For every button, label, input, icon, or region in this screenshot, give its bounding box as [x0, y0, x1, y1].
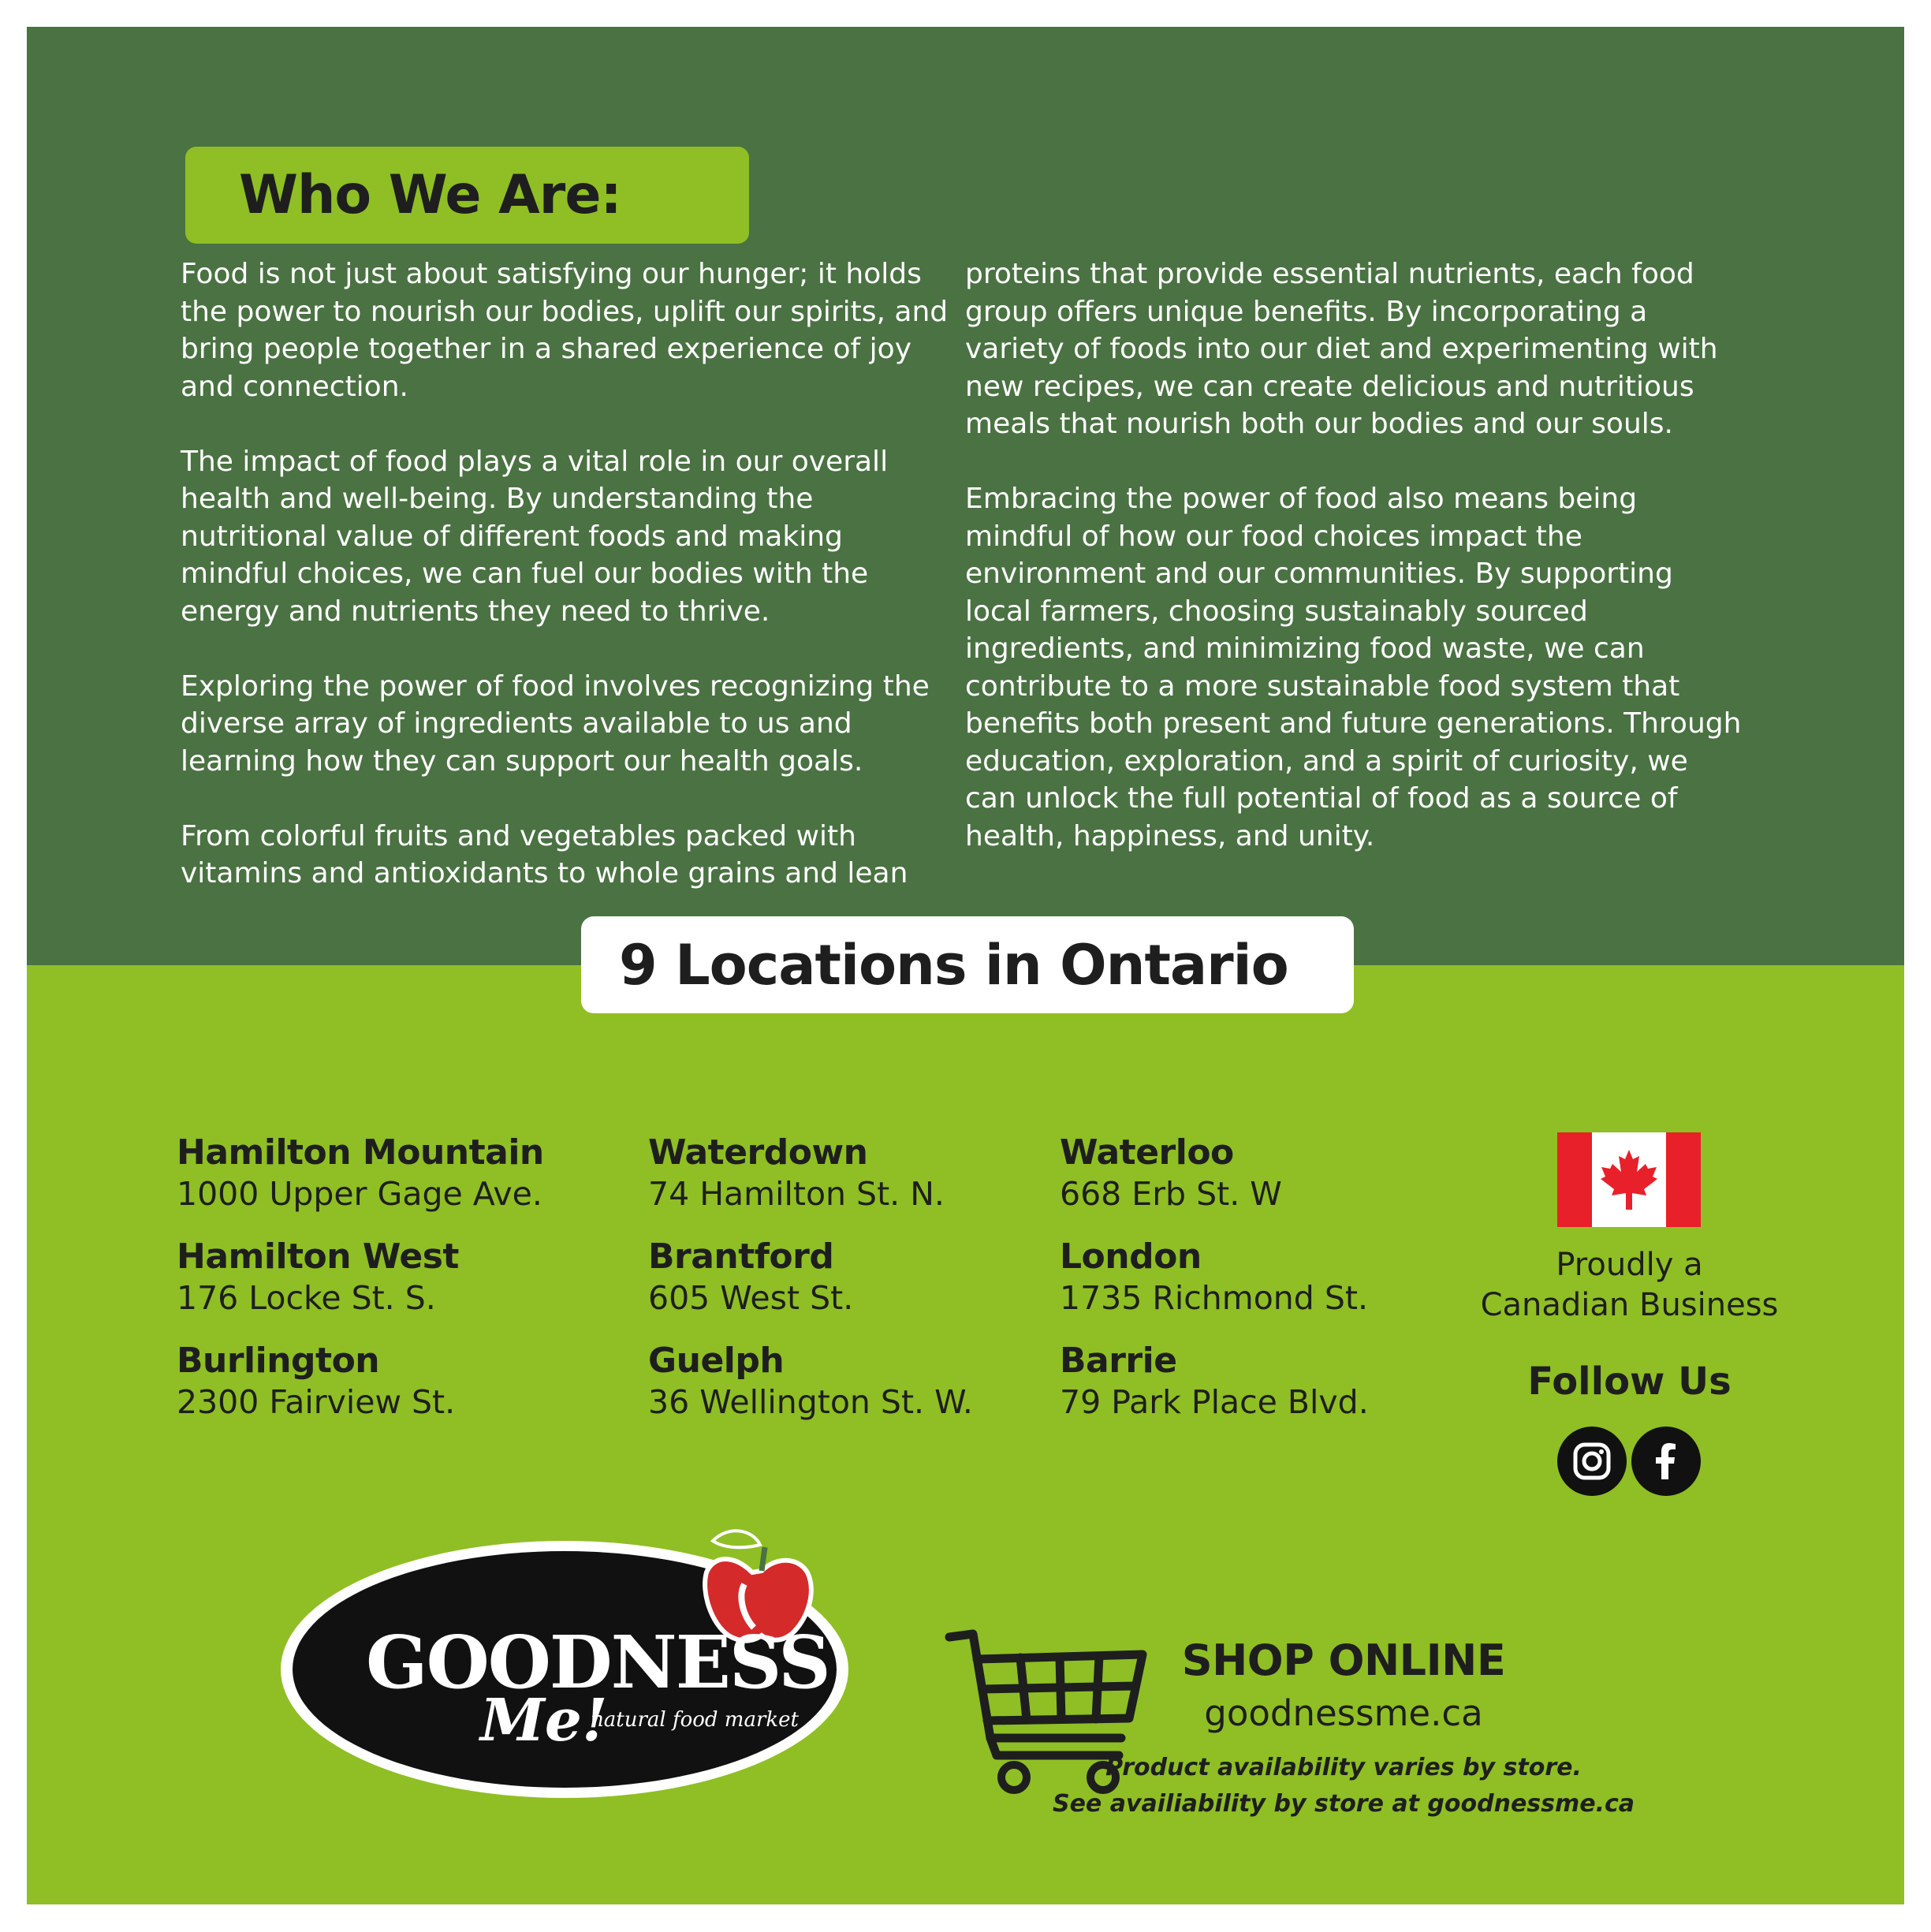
availability-note: Product availability varies by store.: [1105, 1754, 1582, 1781]
store-address: 36 Wellington St. W.: [648, 1383, 973, 1421]
store-location: [177, 1341, 455, 1424]
instagram-icon[interactable]: [1557, 1427, 1627, 1496]
store-address: 605 West St.: [648, 1279, 854, 1317]
paragraph: The impact of food plays a vital role in our overall health and well-being. By understanding the nutritional value of different foods and making mindful choices, we can fuel our bodies with the energy and nutrients they need to thrive.: [181, 445, 889, 628]
locations-heading-tab: [581, 916, 1354, 1013]
canadian-business-text: [1446, 1245, 1813, 1326]
store-location: [1060, 1237, 1368, 1320]
store-location: [177, 1237, 459, 1320]
store-address: 176 Locke St. S.: [177, 1279, 436, 1317]
paragraph: Embracing the power of food also means being mindful of how our food choices impact the environment and our communities. By supporting local farmers, choosing sustainably sourced ingredients, and minimizing food waste, we can contribute to a more sustainable food system that benefits both present and future generations. Through education, exploration, and a spirit of curiosity, we can unlock the full potential of food as a source of health, happiness, and unity.: [965, 483, 1742, 852]
shop-online-url[interactable]: goodnessme.ca: [1204, 1692, 1483, 1734]
store-location: [177, 1133, 544, 1216]
store-location: [1060, 1133, 1282, 1216]
store-name: Guelph: [648, 1341, 785, 1381]
store-address: 74 Hamilton St. N.: [648, 1175, 945, 1213]
store-location: [648, 1341, 973, 1424]
store-location: [648, 1237, 853, 1320]
store-address: 79 Park Place Blvd.: [1060, 1383, 1369, 1421]
availability-note: See availiability by store at goodnessme.ca: [1052, 1790, 1635, 1818]
facebook-icon[interactable]: [1631, 1427, 1701, 1496]
paragraph: From colorful fruits and vegetables packed with vitamins and antioxidants to whole grains and lean: [181, 819, 908, 890]
paragraph: Food is not just about satisfying our hunger; it holds the power to nourish our bodies, uplift our spirits, and bring people together in a shared experience of joy and connection.: [181, 258, 949, 403]
store-location: [1060, 1341, 1369, 1424]
goodness-me-logo: [271, 1509, 886, 1809]
store-name: London: [1060, 1236, 1202, 1277]
shop-online-title: SHOP ONLINE: [1181, 1635, 1506, 1685]
store-name: Brantford: [648, 1236, 834, 1277]
store-address: 1735 Richmond St.: [1060, 1279, 1368, 1317]
who-we-are-heading: Who We Are:: [239, 164, 621, 226]
flyer-page: [27, 27, 1904, 1904]
store-name: Barrie: [1060, 1341, 1177, 1381]
paragraph: proteins that provide essential nutrients, each food group offers unique benefits. By incorporating a variety of foods into our diet and experimenting with new recipes, we can create delicious and nutritious meals that nourish both our bodies and our souls.: [965, 258, 1718, 440]
store-address: 1000 Upper Gage Ave.: [177, 1175, 542, 1213]
locations-heading: 9 Locations in Ontario: [619, 932, 1288, 998]
store-name: Hamilton Mountain: [177, 1132, 544, 1173]
store-name: Hamilton West: [177, 1236, 459, 1277]
canada-flag-icon: [1557, 1132, 1701, 1227]
canadian-line-1: Proudly a: [1556, 1247, 1703, 1283]
logo-brand-text: GOODNESS: [366, 1620, 829, 1705]
logo-tagline: natural food market: [591, 1708, 799, 1732]
paragraph: Exploring the power of food involves recognizing the diverse array of ingredients available to us and learning how they can support our health goals.: [181, 669, 930, 778]
store-name: Burlington: [177, 1341, 380, 1381]
canadian-line-2: Canadian Business: [1480, 1287, 1779, 1323]
store-name: Waterloo: [1060, 1132, 1234, 1173]
who-we-are-heading-tab: [185, 147, 749, 244]
store-name: Waterdown: [648, 1132, 868, 1173]
follow-us-label: Follow Us: [1527, 1359, 1732, 1404]
store-address: 2300 Fairview St.: [177, 1383, 456, 1421]
who-we-are-left-column: [181, 255, 957, 930]
logo-me-text: Me!: [480, 1687, 608, 1755]
store-address: 668 Erb St. W: [1060, 1175, 1282, 1213]
store-location: [648, 1133, 945, 1216]
who-we-are-right-column: [965, 255, 1742, 893]
